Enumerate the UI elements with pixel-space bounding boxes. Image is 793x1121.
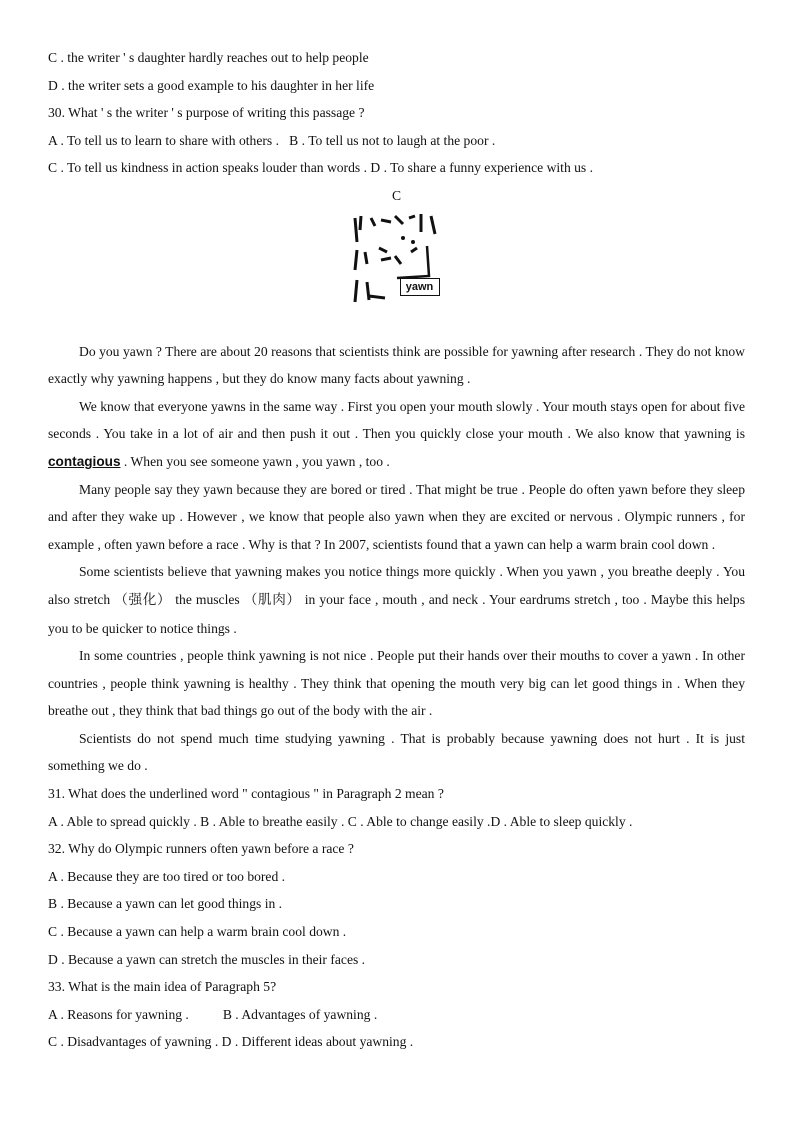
p2-text-after: . When you see someone yawn , you yawn , too . <box>120 453 390 469</box>
passage-paragraph-4 <box>48 558 745 642</box>
q29-option-d: D . the writer sets a good example to his daughter in her life <box>48 77 375 93</box>
section-letter: C <box>391 187 402 203</box>
q31-options: A . Able to spread quickly . B . Able to breathe easily . C . Able to change easily .D . Able to sleep quickly . <box>48 813 633 829</box>
q32-option-c: C . Because a yawn can help a warm brain cool down . <box>48 924 347 940</box>
q30-question: 30. What ' s the writer ' s purpose of writing this passage ? <box>48 105 365 121</box>
exam-page <box>48 44 745 1056</box>
q32-option-d: D . Because a yawn can stretch the muscles in their faces . <box>48 951 366 967</box>
passage-paragraph-3: Many people say they yawn because they are bored or tired . That might be true . People do often yawn before they sleep and after they wake up . However , we know that people also yawn when they are excited or nervous . Olympic runners , for example , often yawn before a race . Why is that ? In 2007, scientists found that a yawn can help a warm brain cool down . <box>48 481 745 552</box>
q33-options-line2: C . Disadvantages of yawning . D . Different ideas about yawning . <box>48 1034 414 1050</box>
passage-paragraph-2 <box>48 393 745 476</box>
q29-option-c: C . the writer ' s daughter hardly reaches out to help people <box>48 50 369 65</box>
passage-paragraph-1: Do you yawn ? There are about 20 reasons that scientists think are possible for yawning after research . They do not know exactly why yawning happens , but they do know many facts about yawning . <box>48 343 745 387</box>
q32-option-a: A . Because they are too tired or too bored . <box>48 868 286 884</box>
p4-chinese-gloss-1: （强化） <box>114 591 172 608</box>
yawn-label: yawn <box>400 278 440 296</box>
q32-question: 32. Why do Olympic runners often yawn before a race ? <box>48 841 354 857</box>
p4-text-a: Some scientists believe that yawning makes you notice things more quickly . When you yawn , you breathe deeply . You also stretch <box>48 564 745 607</box>
p4-text-b: the muscles <box>171 591 244 607</box>
q32-option-b: B . Because a yawn can let good things in . <box>48 896 283 912</box>
picture-area <box>48 210 745 338</box>
q33-question: 33. What is the main idea of Paragraph 5? <box>48 979 277 995</box>
q31-question: 31. What does the underlined word " contagious " in Paragraph 2 mean ? <box>48 786 444 802</box>
p2-text-before: We know that everyone yawns in the same way . First you open your mouth slowly . Your mouth stays open for about five seconds . You take in a lot of air and then push it out . Then you quickly close your mouth . We also know that yawning is <box>48 398 745 442</box>
q33-options-line1: A . Reasons for yawning . B . Advantages of yawning . <box>48 1006 378 1022</box>
p4-text-c: in your face , mouth , and neck . Your eardrums stretch , too . Maybe this helps you to be quicker to notice things . <box>48 591 746 636</box>
passage-paragraph-5: In some countries , people think yawning is not nice . People put their hands over their mouths to cover a yawn . In other countries , people think yawning is healthy . They think that opening the mouth very big can let good things in . When they breathe out , they think that bad things go out of the body with the air . <box>48 648 745 719</box>
passage-paragraph-6: Scientists do not spend much time studying yawning . That is probably because yawning does not hurt . It is just something we do . <box>48 730 745 774</box>
underlined-word-contagious: contagious <box>48 453 121 469</box>
yawning-face-picture <box>351 212 443 304</box>
q30-options-line2: C . To tell us kindness in action speaks louder than words . D . To share a funny experience with us . <box>48 160 594 176</box>
p4-chinese-gloss-2: （肌肉） <box>243 591 301 608</box>
q30-options-line1: A . To tell us to learn to share with others . B . To tell us not to laugh at the poor . <box>48 132 496 148</box>
